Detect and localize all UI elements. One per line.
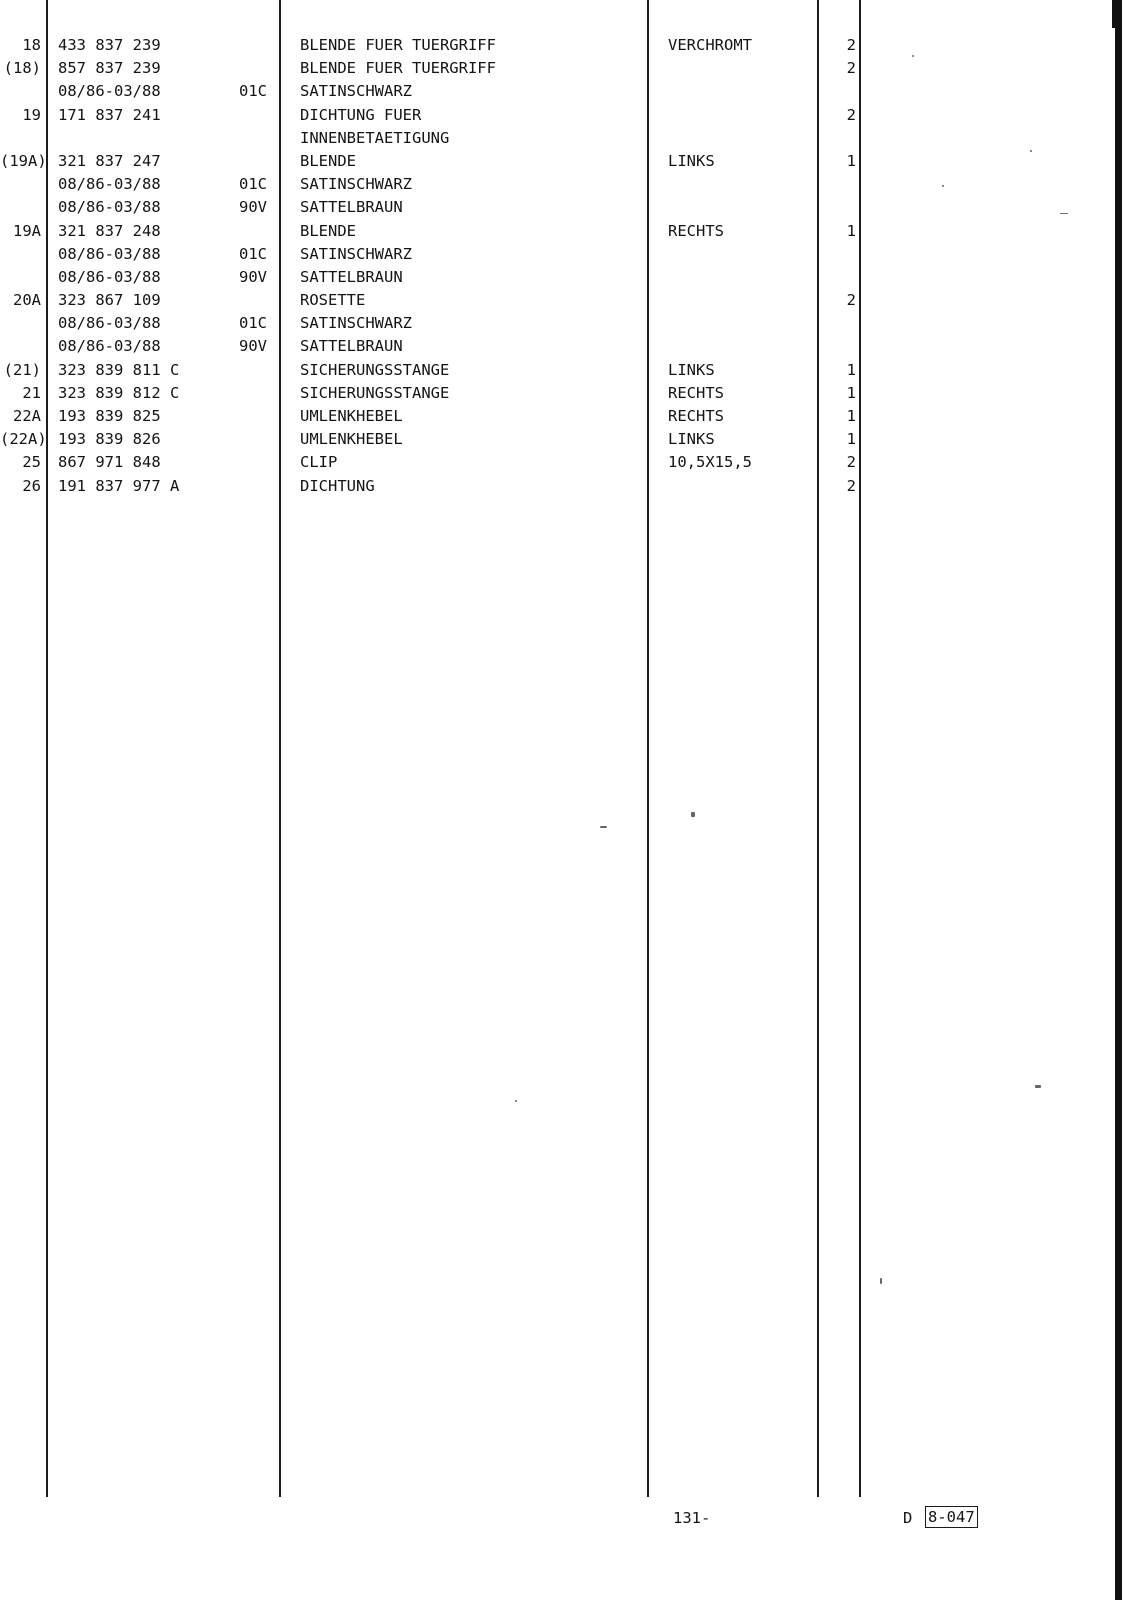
part-description: SICHERUNGSSTANGE xyxy=(300,360,450,379)
position-number: 18 xyxy=(22,36,41,54)
color-code: 01C xyxy=(239,314,267,333)
table-row xyxy=(0,359,1124,382)
color-code: 01C xyxy=(239,244,267,263)
table-row xyxy=(0,451,1124,474)
part-quantity: 2 xyxy=(846,453,856,472)
position-number: 25 xyxy=(22,453,41,472)
position-number: 21 xyxy=(22,383,41,402)
table-row xyxy=(0,405,1124,428)
table-row xyxy=(0,289,1124,312)
part-quantity: 1 xyxy=(846,360,856,379)
part-number: 08/86-03/88 xyxy=(58,244,161,263)
table-row xyxy=(0,80,1124,103)
part-number: 191 837 977 A xyxy=(58,476,180,495)
position-number: 26 xyxy=(22,476,41,495)
part-remark: LINKS xyxy=(668,430,715,449)
part-description: UMLENKHEBEL xyxy=(300,430,403,449)
scan-speck xyxy=(600,826,607,828)
part-quantity: 1 xyxy=(846,430,856,449)
part-description: DICHTUNG xyxy=(300,476,375,495)
scan-speck xyxy=(880,1278,882,1284)
scan-speck xyxy=(1035,1085,1041,1088)
part-remark: RECHTS xyxy=(668,407,724,425)
part-number: 08/86-03/88 xyxy=(58,337,161,356)
scan-speck xyxy=(691,812,695,817)
part-description: BLENDE FUER TUERGRIFF xyxy=(300,36,496,54)
part-remark: LINKS xyxy=(668,360,715,379)
position-number: 19 xyxy=(22,105,41,124)
part-number: 323 839 811 C xyxy=(58,360,180,379)
part-description: CLIP xyxy=(300,453,338,472)
part-number: 08/86-03/88 xyxy=(58,314,161,333)
position-number: 22A xyxy=(13,407,41,425)
color-code: 01C xyxy=(239,82,267,101)
section-code-box: 8-047 xyxy=(925,1506,978,1528)
page-edge-notch xyxy=(1112,0,1116,28)
table-row xyxy=(0,104,1124,127)
part-number: 193 839 825 xyxy=(58,407,161,425)
part-number: 323 839 812 C xyxy=(58,383,180,402)
color-code: 90V xyxy=(239,267,267,286)
part-number: 323 867 109 xyxy=(58,291,161,310)
part-quantity: 2 xyxy=(846,291,856,310)
part-number: 857 837 239 xyxy=(58,59,161,78)
part-remark: VERCHROMT xyxy=(668,36,752,54)
color-code: 90V xyxy=(239,198,267,217)
part-number: 867 971 848 xyxy=(58,453,161,472)
table-row xyxy=(0,243,1124,266)
table-row xyxy=(0,266,1124,289)
part-description: BLENDE FUER TUERGRIFF xyxy=(300,59,496,78)
part-number: 08/86-03/88 xyxy=(58,267,161,286)
part-quantity: 2 xyxy=(846,36,856,54)
table-row xyxy=(0,57,1124,80)
part-quantity: 1 xyxy=(846,221,856,240)
position-number: (19A) xyxy=(0,151,47,170)
part-description: SATINSCHWARZ xyxy=(300,314,412,333)
part-description: UMLENKHEBEL xyxy=(300,407,403,425)
part-number: 08/86-03/88 xyxy=(58,175,161,194)
part-remark: RECHTS xyxy=(668,221,724,240)
part-quantity: 1 xyxy=(846,383,856,402)
part-description: SATINSCHWARZ xyxy=(300,82,412,101)
part-description: ROSETTE xyxy=(300,291,366,310)
table-row xyxy=(0,220,1124,243)
part-quantity: 1 xyxy=(846,151,856,170)
part-description: SATINSCHWARZ xyxy=(300,244,412,263)
part-quantity: 2 xyxy=(846,59,856,78)
table-row xyxy=(0,335,1124,358)
part-description: SATTELBRAUN xyxy=(300,198,403,217)
page-number: 131- xyxy=(673,1509,711,1527)
part-number: 171 837 241 xyxy=(58,105,161,124)
part-description: DICHTUNG FUER xyxy=(300,105,422,124)
table-row xyxy=(0,196,1124,219)
position-number: 19A xyxy=(13,221,41,240)
table-row xyxy=(0,475,1124,498)
part-quantity: 2 xyxy=(846,476,856,495)
part-number: 193 839 826 xyxy=(58,430,161,449)
scan-speck xyxy=(515,1100,517,1102)
part-number: 08/86-03/88 xyxy=(58,198,161,217)
table-row xyxy=(0,127,1124,150)
part-remark: 10,5X15,5 xyxy=(668,453,752,472)
part-description: BLENDE xyxy=(300,151,356,170)
parts-table xyxy=(0,34,1124,498)
table-row xyxy=(0,382,1124,405)
color-code: 90V xyxy=(239,337,267,356)
color-code: 01C xyxy=(239,175,267,194)
part-number: 321 837 247 xyxy=(58,151,161,170)
table-row xyxy=(0,428,1124,451)
part-description: SATTELBRAUN xyxy=(300,337,403,356)
section-letter: D xyxy=(903,1509,913,1527)
part-remark: RECHTS xyxy=(668,383,724,402)
position-number: (21) xyxy=(3,360,41,379)
part-number: 433 837 239 xyxy=(58,36,161,54)
part-remark: LINKS xyxy=(668,151,715,170)
table-row xyxy=(0,312,1124,335)
table-row xyxy=(0,34,1124,57)
part-description: INNENBETAETIGUNG xyxy=(300,128,450,147)
part-description: SICHERUNGSSTANGE xyxy=(300,383,450,402)
position-number: 20A xyxy=(13,291,41,310)
part-number: 08/86-03/88 xyxy=(58,82,161,101)
part-description: SATINSCHWARZ xyxy=(300,175,412,194)
part-number: 321 837 248 xyxy=(58,221,161,240)
part-description: SATTELBRAUN xyxy=(300,267,403,286)
part-quantity: 1 xyxy=(846,407,856,425)
part-description: BLENDE xyxy=(300,221,356,240)
table-row xyxy=(0,173,1124,196)
position-number: (18) xyxy=(3,59,41,78)
part-quantity: 2 xyxy=(846,105,856,124)
table-row xyxy=(0,150,1124,173)
position-number: (22A) xyxy=(0,430,47,449)
